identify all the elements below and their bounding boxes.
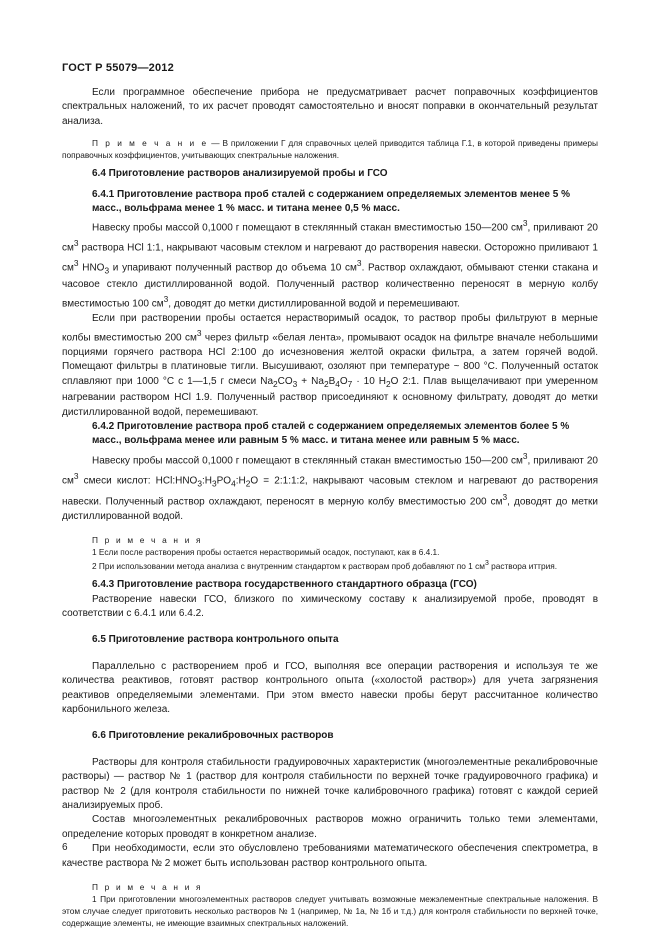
heading-6-6: 6.6 Приготовление рекалибровочных растворов bbox=[92, 730, 334, 742]
paragraph-6-6-stability: Растворы для контроля стабильности градуировочных характеристик (многоэлементные рекалибровочные растворы) — раствор № 1 (раствор для контроля стабильности по верхней точке градуировочного графика) и раствор № 2 (для контроля стабильности по нижней точке калибровочного графика) готовят с каждой серией анализируемых проб. bbox=[62, 756, 598, 812]
paragraph-6-4-1-sample-weighing: Навеску пробы массой 0,1000 г помещают в стеклянный стакан вместимостью 150—200 $см^3$, приливают 20 $см^3$ раствора HCl 1:1, накрывают часовым стеклом и нагревают до растворения навески. Осторожно приливают 1 $см^3$ $HNO_3$ и упаривают полученный раствор до объема 10 $см^3$. Раствор охлаждают, обмывают стенки стакана и часовое стекло дистиллированной водой. Полученный раствор количественно переносят в мерную колбу вместимостью 100 $см^3$, доводят до метки дистиллированной водой и перемешивают. bbox=[62, 218, 598, 310]
heading-6-4-2: 6.4.2 Приготовление раствора проб сталей с содержанием определяемых элементов более 5 % масс., вольфрама менее или равным 5 % масс. и титана менее или равным 5 % масс. bbox=[92, 420, 570, 447]
heading-6-4: 6.4 Приготовление растворов анализируемой пробы и ГСО bbox=[92, 168, 388, 180]
heading-6-5: 6.5 Приготовление раствора контрольного опыта bbox=[92, 634, 339, 646]
note-6-4-2-item-1: 1 Если после растворения пробы остается нерастворимый осадок, поступают, как в 6.4.1. bbox=[92, 547, 440, 558]
heading-6-4-1: 6.4.1 Приготовление раствора проб сталей с содержанием определяемых элементов менее 5 % масс., вольфрама менее 1 % масс. и титана менее 0,5 % масс. bbox=[92, 188, 571, 215]
paragraph-6-5: Параллельно с растворением проб и ГСО, выполняя все операции растворения и используя те же количества реактивов, готовят раствор контрольного опыта («холостой раствор») для учета загрязнения реактивов определяемыми элементами. При этом вместо навески пробы берут рассчитанное количество карбонильного железа. bbox=[62, 660, 598, 715]
paragraph-6-4-2: Навеску пробы массой 0,1000 г помещают в стеклянный стакан вместимостью 150—200 $см^3$, приливают 20 $см^3$ смеси кислот: $HCl:HNO_3:H_3PO_4:H_2O$ = 2:1:1:2, накрывают часовым стеклом и нагревают до растворения навески. Полученный раствор охлаждают, переносят в мерную колбу вместимостью 200 $см^3$, доводят до метки дистиллированной водой. bbox=[62, 450, 598, 522]
paragraph-6-6-composition: Состав многоэлементных рекалибровочных растворов можно ограничить только теми элементами, определение которых проводят в конкретном анализе. bbox=[62, 814, 598, 840]
note-label: П р и м е ч а н и е bbox=[92, 138, 209, 149]
paragraph-correction-note: Если программное обеспечение прибора не предусматривает расчет поправочных коэффициентов спектральных наложений, то их расчет проводят самостоятельно и вносят поправки в окончательный результат анализа. bbox=[62, 87, 598, 127]
standard-header: ГОСТ Р 55079—2012 bbox=[62, 62, 174, 74]
heading-6-4-3: 6.4.3 Приготовление раствора государственного стандартного образца (ГСО) bbox=[92, 579, 477, 591]
page-content bbox=[62, 82, 598, 929]
note-6-6-item-1: 1 При приготовлении многоэлементных растворов следует учитывать возможные межэлементные спектральные наложения. В этом случае следует приготовить несколько растворов № 1 (например, № 1а, № 1б и т.д.) для контроля стабильности по верхней точке, содержащие элементы, не имеющие взаимных спектральных наложений. bbox=[62, 894, 598, 929]
note-6-4-2-item-2: 2 При использовании метода анализа с внутренним стандартом к растворам проб добавляют по 1 $см^3$ раствора иттрия. bbox=[92, 560, 558, 572]
paragraph-6-4-1-insoluble-residue: Если при растворении пробы остается нерастворимый осадок, то раствор пробы фильтруют в мерные колбы вместимостью 200 $см^3$ через фильтр «белая лента», промывают осадок на фильтре вначале небольшими порциями горячего раствора HCl 2:100 до исчезновения желтой окраски фильтра, а затем горячей водой. Помещают фильтры в платиновые тигли. Высушивают, озоляют при температуре ~ 800 °C. Полученный остаток сплавляют при 1000 °C с 1—1,5 г смеси $Na_2CO_3 + Na_2B_4O_7 \cdot 10$ $H_2O$ 2:1. Плав выщелачивают при умеренном нагревании раствором HCl 1.9. Полученный раствор присоединяют к основному фильтрату, доводят до метки дистиллированной водой, перемешивают. bbox=[62, 312, 598, 418]
notes-label-6-6: П р и м е ч а н и я bbox=[92, 882, 203, 893]
notes-label-6-4-2: П р и м е ч а н и я bbox=[92, 535, 203, 546]
page-number: 6 bbox=[62, 842, 68, 853]
paragraph-6-4-3: Растворение навески ГСО, близкого по химическому составу к анализируемой пробе, проводят в соответствии с 6.4.1 или 6.4.2. bbox=[62, 593, 598, 619]
paragraph-6-6-blank-solution: При необходимости, если это обусловлено требованиями математического обеспечения спектрометра, в качестве раствора № 2 может быть использован раствор контрольного опыта. bbox=[62, 843, 598, 869]
note-appendix-g: П р и м е ч а н и е — В приложении Г для справочных целей приводится таблица Г.1, в которой приведены примеры поправочных коэффициентов, учитывающих спектральные наложения. bbox=[62, 138, 598, 161]
